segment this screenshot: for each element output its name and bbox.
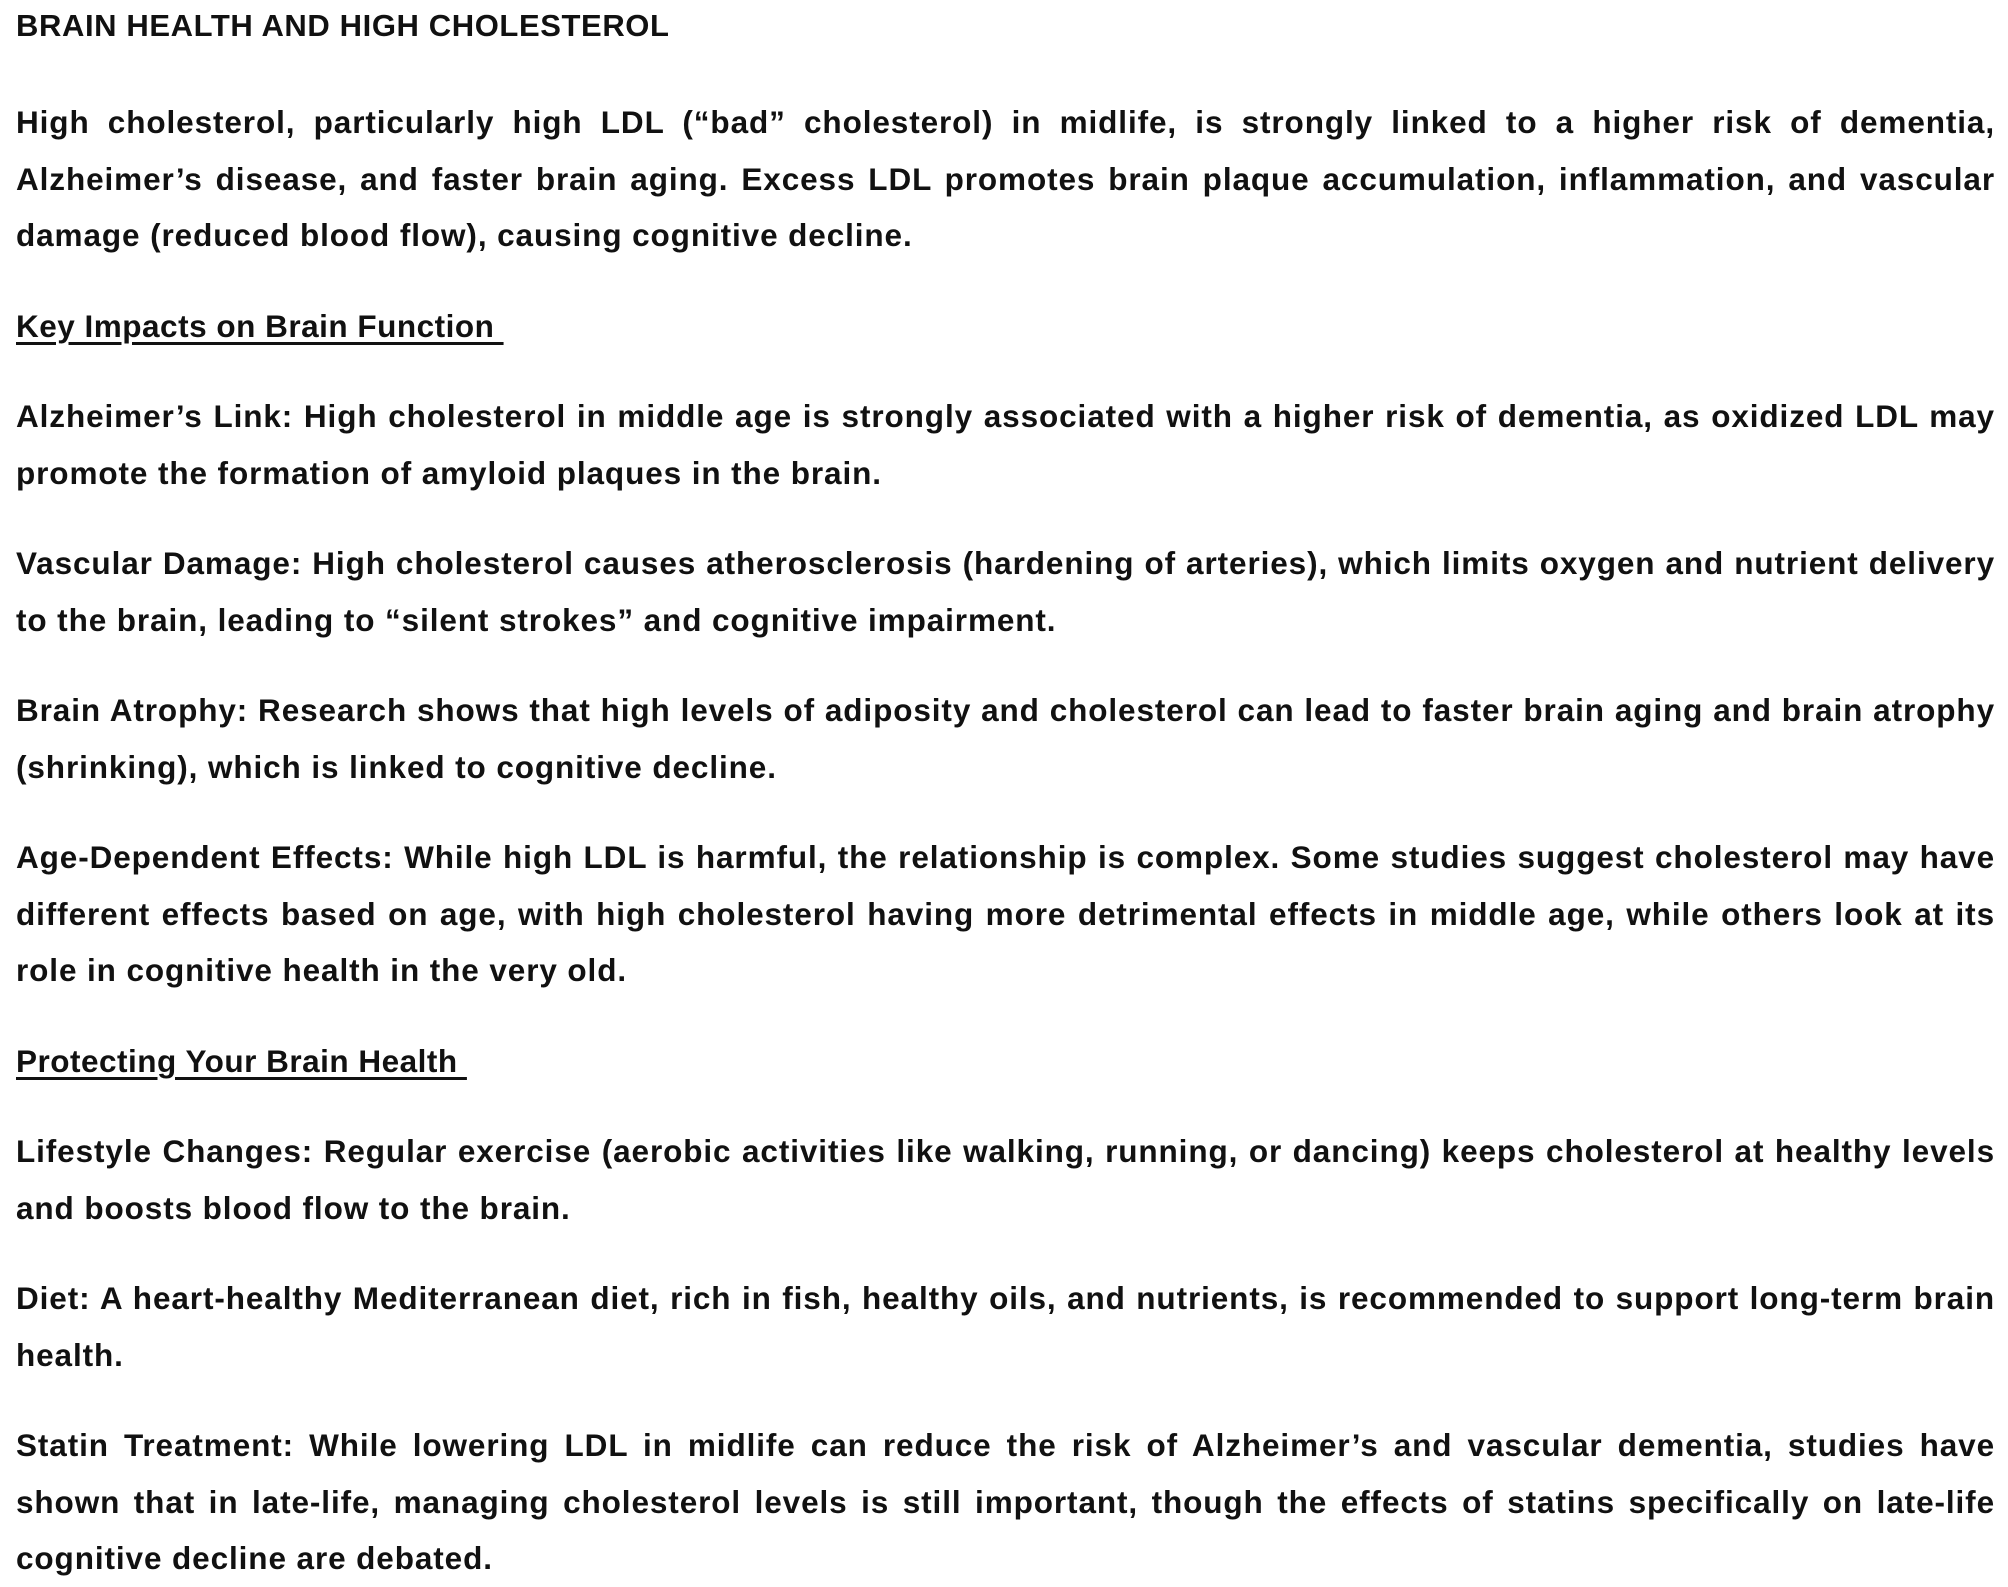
item-label: Age-Dependent Effects: bbox=[16, 839, 394, 875]
document-title: BRAIN HEALTH AND HIGH CHOLESTEROL bbox=[16, 8, 670, 43]
item-alzheimers-link bbox=[16, 388, 1995, 501]
item-text: A heart-healthy Mediterranean diet, rich in fish, healthy oils, and nutrients, is recommended to support long-term brain health. bbox=[16, 1280, 1995, 1373]
section-heading-protecting bbox=[16, 1033, 1995, 1090]
item-label: Statin Treatment: bbox=[16, 1427, 295, 1463]
item-vascular-damage bbox=[16, 535, 1995, 648]
item-statin-treatment bbox=[16, 1417, 1995, 1587]
item-text: While lowering LDL in midlife can reduce the risk of Alzheimer’s and vascular dementia, studies have shown that in late-life, managing cholesterol levels is still important, though the effects of statins specifically on late-life cognitive decline are debated. bbox=[16, 1427, 1995, 1576]
item-age-dependent-effects bbox=[16, 829, 1995, 999]
item-brain-atrophy bbox=[16, 682, 1995, 795]
section-heading-text: Protecting Your Brain Health bbox=[16, 1042, 467, 1079]
item-diet bbox=[16, 1270, 1995, 1383]
item-lifestyle-changes bbox=[16, 1123, 1995, 1236]
item-text: High cholesterol causes atherosclerosis (hardening of arteries), which limits oxygen and nutrient delivery to the brain, leading to “silent strokes” and cognitive impairment. bbox=[16, 545, 1996, 638]
intro-paragraph: High cholesterol, particularly high LDL (“bad” cholesterol) in midlife, is strongly linked to a higher risk of dementia, Alzheimer’s disease, and faster brain aging. Excess LDL promotes brain plaque accumulation, inflammation, and vascular damage (reduced blood flow), causing cognitive decline. bbox=[16, 104, 1995, 253]
item-text: Regular exercise (aerobic activities like walking, running, or dancing) keeps cholesterol at healthy levels and boosts blood flow to the brain. bbox=[16, 1133, 1995, 1226]
item-text: While high LDL is harmful, the relationship is complex. Some studies suggest cholesterol may have different effects based on age, with high cholesterol having more detrimental effects in middle age, while others look at its role in cognitive health in the very old. bbox=[16, 839, 1995, 988]
section-heading-key-impacts bbox=[16, 298, 1995, 355]
item-text: High cholesterol in middle age is strongly associated with a higher risk of dementia, as oxidized LDL may promote the formation of amyloid plaques in the brain. bbox=[16, 398, 1995, 491]
section-heading-text: Key Impacts on Brain Function bbox=[16, 307, 504, 344]
item-label: Brain Atrophy: bbox=[16, 692, 249, 728]
item-label: Lifestyle Changes: bbox=[16, 1133, 314, 1169]
item-label: Vascular Damage: bbox=[16, 545, 303, 581]
item-text: Research shows that high levels of adiposity and cholesterol can lead to faster brain aging and brain atrophy (shrinking), which is linked to cognitive decline. bbox=[16, 692, 1995, 785]
item-label: Alzheimer’s Link: bbox=[16, 398, 294, 434]
item-label: Diet: bbox=[16, 1280, 91, 1316]
